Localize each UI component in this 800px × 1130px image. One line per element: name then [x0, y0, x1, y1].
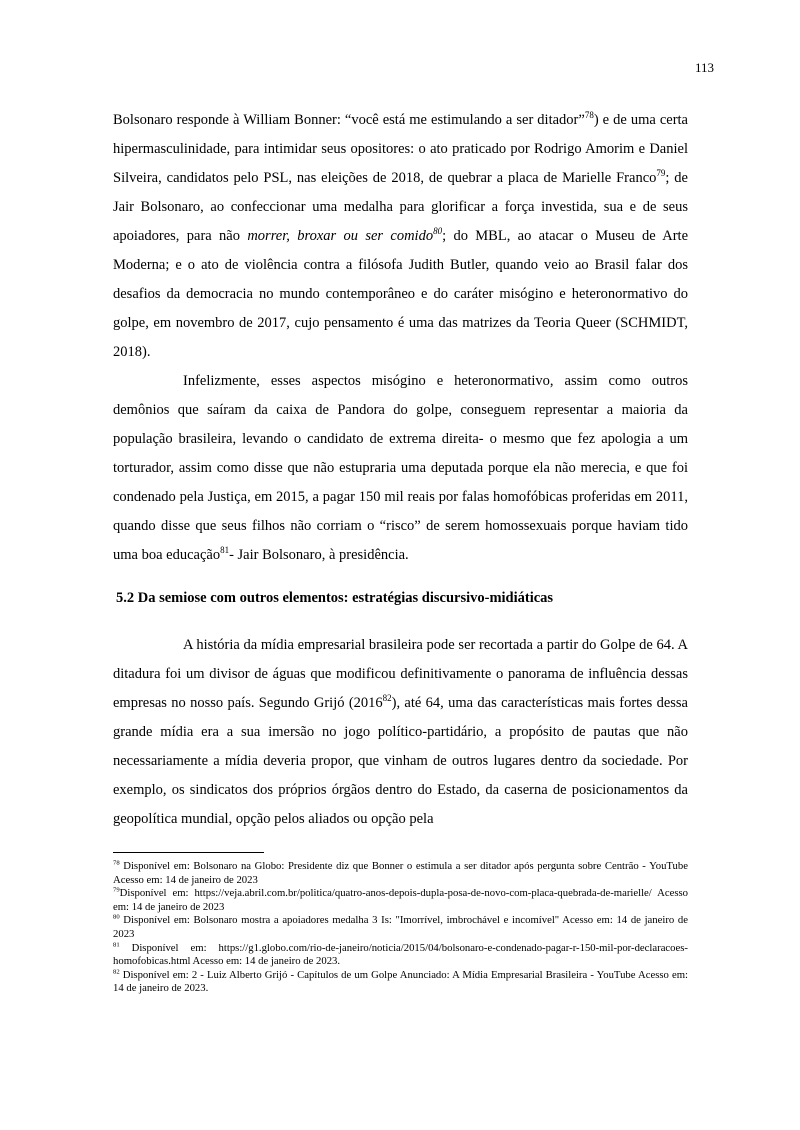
- text-run: ) e de uma certa hipermasculinidade, para intimidar seus opositores: o ato praticado por Rodrigo Amorim e Daniel Silveira, candidatos pelo PSL, nas eleições de 2018, de quebrar a placa de Marielle Franco: [113, 112, 688, 186]
- body-paragraph-2: [113, 367, 688, 570]
- text-run: Infelizmente, esses aspectos misógino e heteronormativo, assim como outros demônios que saíram da caixa de Pandora do golpe, conseguem representar a maioria da população brasileira, levando o candidato de extrema direita- o mesmo que fez apologia a um torturador, assim como disse que não estupraria uma deputada porque ela não merecia, e que foi condenado pela Justiça, em 2015, a pagar 150 mil reais por falas homofóbicas proferidas em 2011, quando disse que seus filhos não corriam o “risco” de serem homossexuais porque haviam tido uma boa educação: [113, 373, 688, 563]
- footnote-79: [113, 887, 688, 914]
- text-run: Disponível em: https://veja.abril.com.br/politica/quatro-anos-depois-dupla-posa-de-novo-com-placa-quebrada-de-marielle/ Acesso em: 14 de janeiro de 2023: [113, 887, 688, 913]
- footnotes-section: [113, 852, 688, 996]
- text-run: ; de Jair Bolsonaro, ao confeccionar uma medalha para glorificar a força investida, sua e de seus apoiadores, para não: [113, 170, 688, 244]
- text-run: Disponível em: Bolsonaro mostra a apoiadores medalha 3 Is: "Imorrível, imbrochável e incomível" Acesso em: 14 de janeiro de 2023: [113, 914, 688, 940]
- text-run: Bolsonaro responde à William Bonner: “você está me estimulando a ser ditador”: [113, 112, 585, 128]
- footnote-ref-number: 80: [113, 913, 120, 921]
- body-paragraph-1: [113, 106, 688, 367]
- footnote-ref-number: 81: [113, 941, 120, 948]
- text-run: - Jair Bolsonaro, à presidência.: [229, 547, 409, 563]
- footnote-separator-rule: [113, 852, 264, 853]
- text-run: ), até 64, uma das características mais fortes dessa grande mídia era a sua imersão no jogo político-partidário, a propósito de pautas que não necessariamente a mídia deveria propor, que vinham de outros lugares dentro da sociedade. Por exemplo, os sindicatos dos próprios órgãos dentro do Estado, da caserna de posicionamentos da geopolítica mundial, opção pelos aliados ou opção pela: [113, 695, 688, 827]
- footnote-ref-number: 80: [433, 226, 443, 237]
- footnote-ref-number: 82: [113, 968, 120, 976]
- footnote-ref-number: 79: [113, 886, 120, 894]
- footnote-81: [113, 942, 688, 969]
- body-paragraph-3: [113, 631, 688, 834]
- footnote-82: [113, 969, 688, 996]
- text-run: morrer, broxar ou ser comido: [247, 228, 434, 244]
- page-body: [113, 106, 688, 834]
- text-run: Disponível em: Bolsonaro na Globo: Presidente diz que Bonner o estimula a ser ditador após pergunta sobre Centrão - YouTube Acesso em: 14 de janeiro de 2023: [113, 860, 688, 886]
- text-run: Disponível em: 2 - Luiz Alberto Grijó - Capítulos de um Golpe Anunciado: A Mídia Empresarial Brasileira - YouTube Acesso em: 14 de janeiro de 2023.: [113, 968, 688, 995]
- section-heading: 5.2 Da semiose com outros elementos: estratégias discursivo-midiáticas: [116, 590, 554, 606]
- text-run: ; do MBL, ao atacar o Museu de Arte Moderna; e o ato de violência contra a filósofa Judith Butler, quando veio ao Brasil falar dos desafios da democracia no mundo contemporâneo e do caráter misógino e heteronormativo do golpe, em novembro de 2017, cujo pensamento é uma das matrizes da Teoria Queer (SCHMIDT, 2018).: [113, 228, 689, 360]
- page-number: 113: [694, 60, 714, 75]
- footnote-ref-number: 81: [220, 545, 230, 556]
- footnote-78: [113, 860, 688, 887]
- footnote-ref-number: 82: [382, 693, 392, 704]
- footnote-ref-number: 78: [584, 110, 594, 121]
- footnote-ref-number: 79: [656, 168, 666, 179]
- text-run: A história da mídia empresarial brasileira pode ser recortada a partir do Golpe de 64. A ditadura foi um divisor de águas que modificou definitivamente o panorama de influência dessas empresas no nosso país. Segundo Grijó (2016: [113, 637, 688, 711]
- footnote-80: [113, 914, 688, 941]
- footnote-ref-number: 78: [113, 859, 120, 867]
- text-run: Disponível em: https://g1.globo.com/rio-de-janeiro/noticia/2015/04/bolsonaro-e-condenado-pagar-r-150-mil-por-declaracoes-homofobicas.html Acesso em: 14 de janeiro de 2023.: [113, 941, 688, 968]
